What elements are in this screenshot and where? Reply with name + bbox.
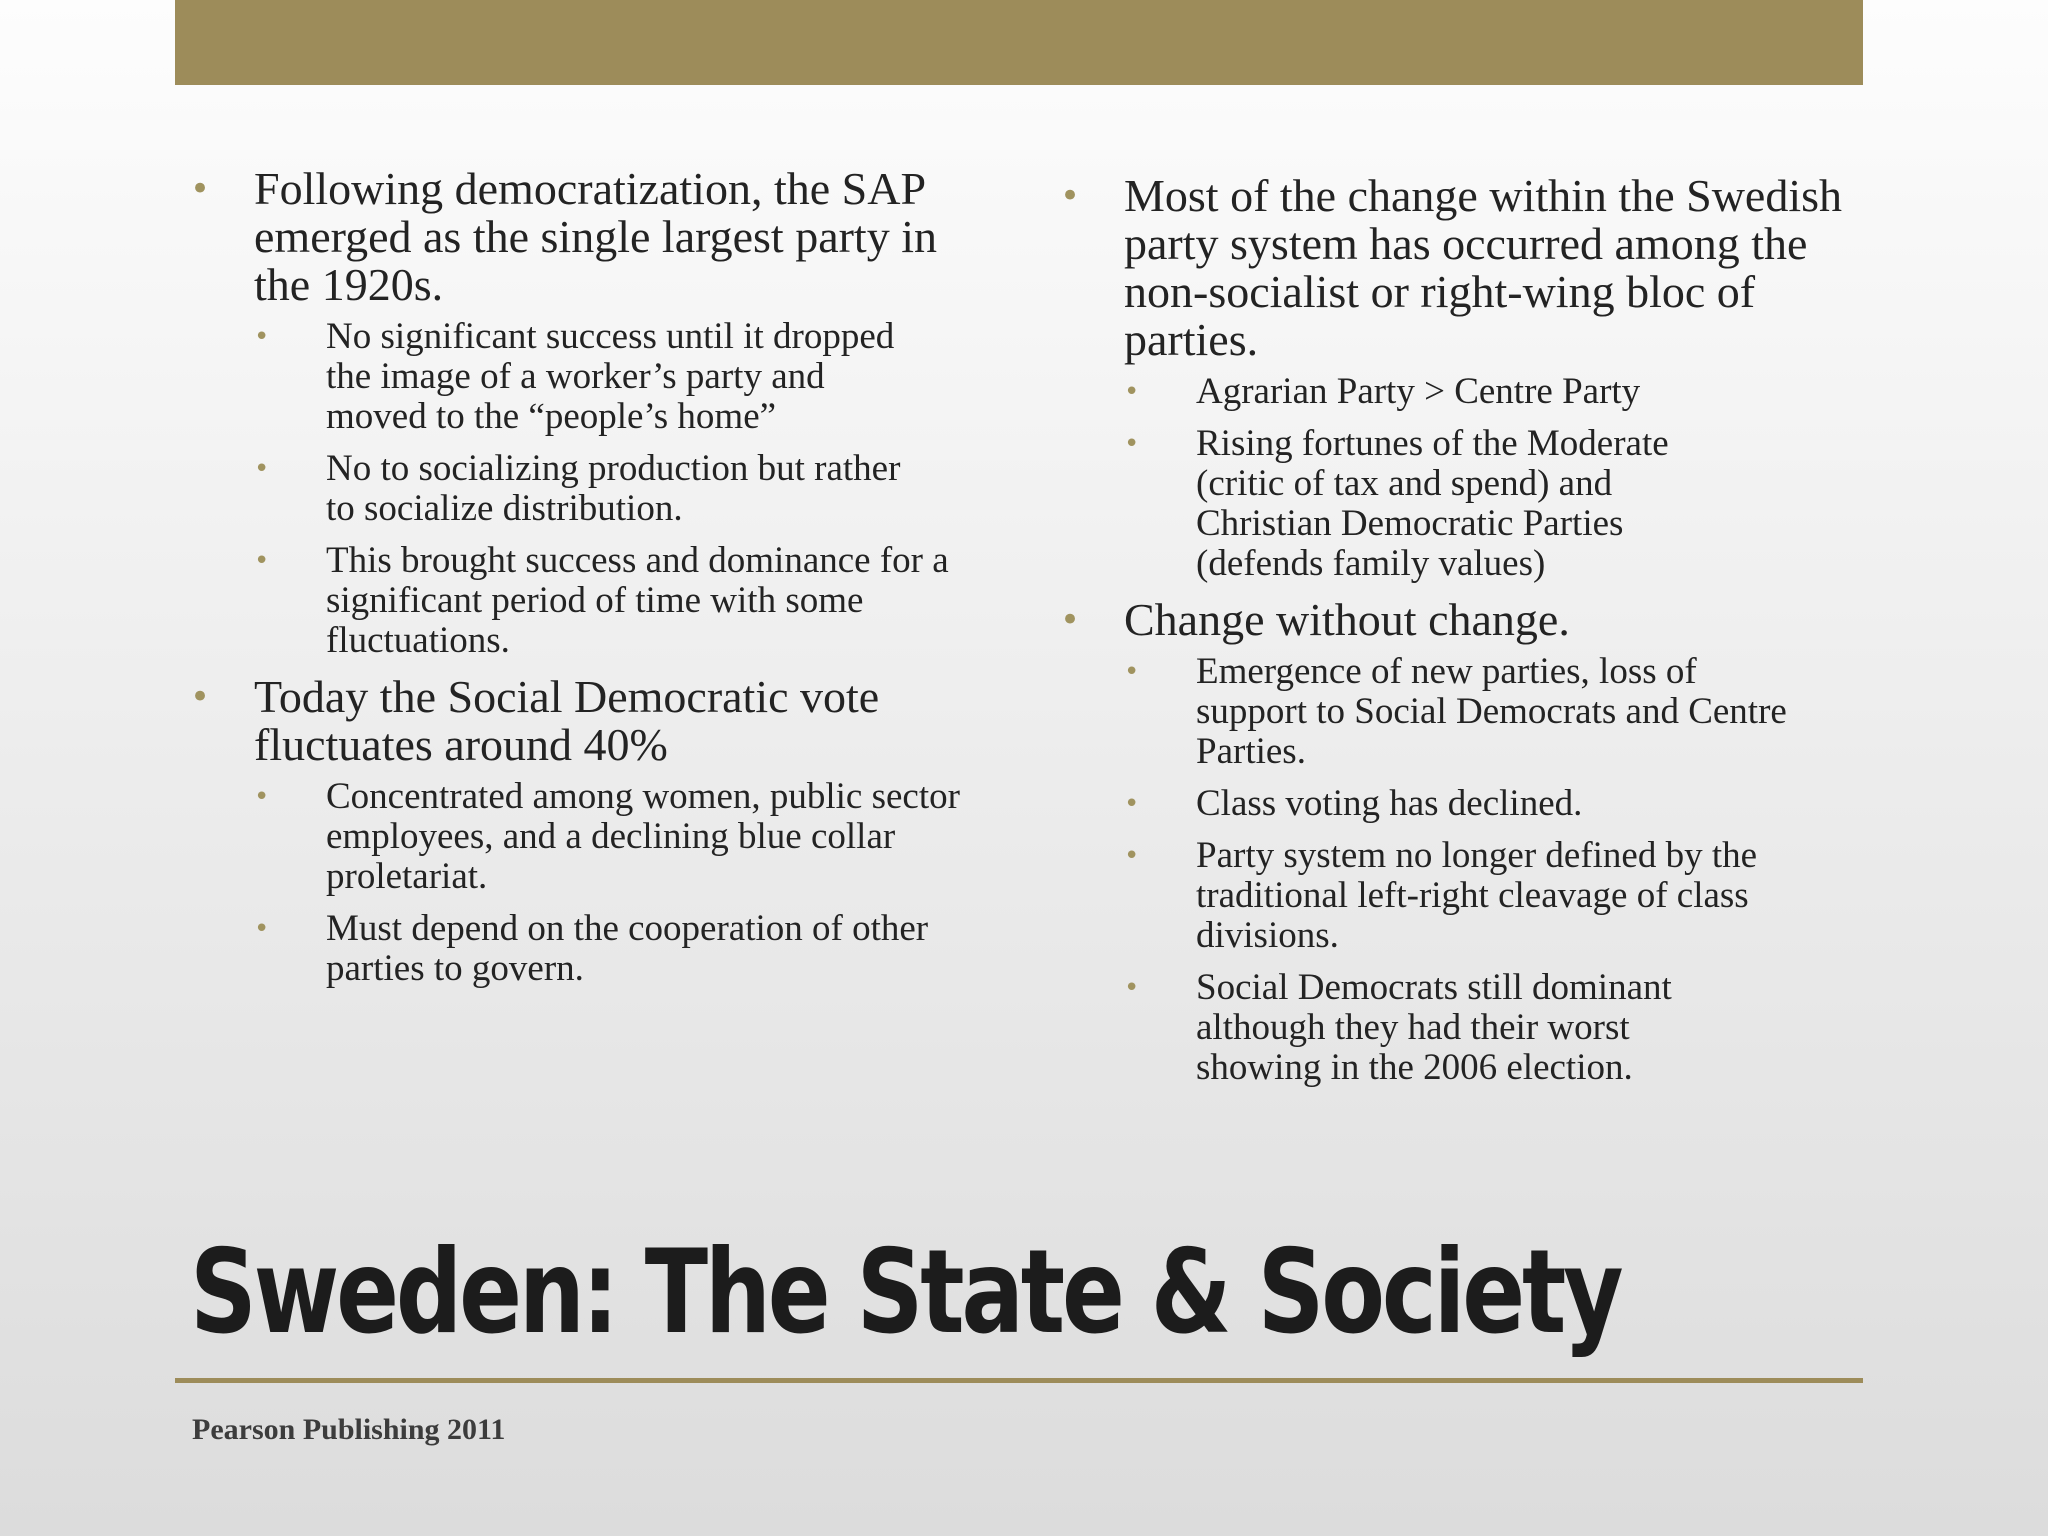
bullet-icon: • xyxy=(254,914,270,944)
list-item xyxy=(1124,424,1860,584)
bullet-list-right xyxy=(1060,172,1860,1088)
list-item xyxy=(1124,836,1860,956)
bullet-icon: • xyxy=(1124,657,1140,687)
bullet-icon: • xyxy=(1060,176,1081,216)
bullet-icon: • xyxy=(254,546,270,576)
bullet-text: Change without change. xyxy=(1124,594,1570,645)
sub-bullet-text: Must depend on the cooperation of other parties to govern. xyxy=(326,908,929,989)
sub-bullet-text: No to socializing production but rather to socialize distribution. xyxy=(326,448,901,529)
title-divider xyxy=(175,1378,1863,1383)
bullet-icon: • xyxy=(254,782,270,812)
list-item xyxy=(254,541,980,661)
list-item xyxy=(254,909,980,989)
list-item xyxy=(254,777,980,897)
list-item xyxy=(1124,372,1860,412)
sub-bullet-text: This brought success and dominance for a significant period of time with some fluctuations. xyxy=(326,540,949,661)
bullet-text: Today the Social Democratic vote fluctuates around 40% xyxy=(254,671,880,770)
bullet-icon: • xyxy=(1124,377,1140,407)
top-accent-bar xyxy=(175,0,1863,85)
sub-bullet-list xyxy=(254,317,980,661)
list-item xyxy=(1060,596,1860,1088)
slide-title: Sweden: The State & Society xyxy=(190,1225,1621,1360)
sub-bullet-text: Class voting has declined. xyxy=(1196,783,1583,824)
sub-bullet-text: Emergence of new parties, loss of support to Social Democrats and Centre Parties. xyxy=(1196,651,1787,772)
bullet-icon: • xyxy=(254,322,270,352)
list-item xyxy=(190,165,980,661)
bullet-icon: • xyxy=(190,169,211,209)
sub-bullet-text: Agrarian Party > Centre Party xyxy=(1196,371,1641,412)
sub-bullet-text: Concentrated among women, public sector employees, and a declining blue collar proletariat. xyxy=(326,776,960,897)
bullet-icon: • xyxy=(1124,429,1140,459)
sub-bullet-list xyxy=(254,777,980,989)
sub-bullet-text: Social Democrats still dominant although they had their worst showing in the 2006 election. xyxy=(1196,967,1672,1088)
bullet-icon: • xyxy=(254,454,270,484)
list-item xyxy=(1124,968,1860,1088)
sub-bullet-text: Party system no longer defined by the traditional left-right cleavage of class divisions. xyxy=(1196,835,1758,956)
bullet-text: Most of the change within the Swedish party system has occurred among the non-socialist or right-wing bloc of parties. xyxy=(1124,170,1843,365)
bullet-icon: • xyxy=(1124,789,1140,819)
sub-bullet-text: Rising fortunes of the Moderate (critic of tax and spend) and Christian Democratic Parties (defends family values) xyxy=(1196,423,1669,584)
list-item xyxy=(254,317,980,437)
right-column xyxy=(1060,172,1860,1100)
bullet-text: Following democratization, the SAP emerged as the single largest party in the 1920s. xyxy=(254,163,937,310)
list-item xyxy=(1124,784,1860,824)
list-item xyxy=(1060,172,1860,584)
bullet-icon: • xyxy=(1060,600,1081,640)
bullet-icon: • xyxy=(190,677,211,717)
list-item xyxy=(254,449,980,529)
bullet-icon: • xyxy=(1124,841,1140,871)
list-item xyxy=(1124,652,1860,772)
sub-bullet-text: No significant success until it dropped the image of a worker’s party and moved to the “people’s home” xyxy=(326,316,895,437)
left-column xyxy=(190,165,980,1001)
footer-text: Pearson Publishing 2011 xyxy=(192,1413,506,1446)
sub-bullet-list xyxy=(1124,652,1860,1088)
bullet-list-left xyxy=(190,165,980,989)
bullet-icon: • xyxy=(1124,973,1140,1003)
list-item xyxy=(190,673,980,989)
sub-bullet-list xyxy=(1124,372,1860,584)
